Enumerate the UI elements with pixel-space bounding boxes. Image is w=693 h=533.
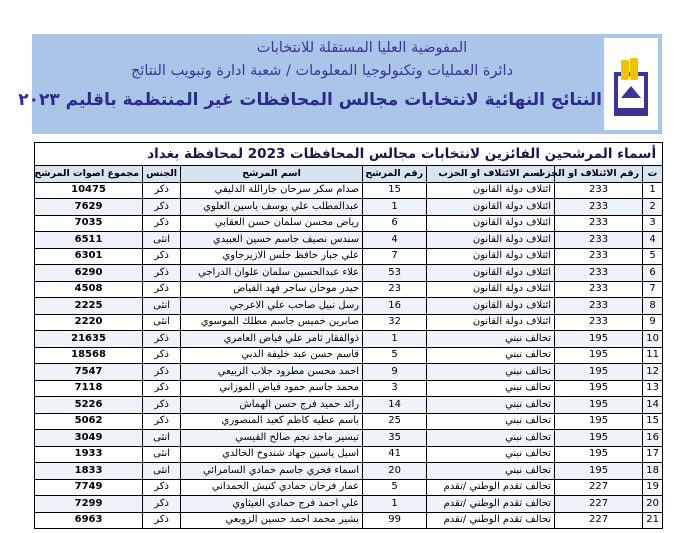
party-name: ائتلاف دولة القانون xyxy=(427,265,555,282)
candidate-name: رسل نبيل صاحب علي الاعرجي xyxy=(181,298,363,315)
candidate-sex: ذكر xyxy=(143,496,181,513)
row-number: 16 xyxy=(643,430,663,447)
table-row xyxy=(35,512,663,529)
commission-logo xyxy=(604,38,658,130)
party-name: ائتلاف دولة القانون xyxy=(427,215,555,232)
table-row xyxy=(35,298,663,315)
table-row xyxy=(35,331,663,348)
candidate-number: 53 xyxy=(363,265,427,282)
row-number: 18 xyxy=(643,463,663,480)
party-name: ائتلاف دولة القانون xyxy=(427,199,555,216)
candidate-number: 9 xyxy=(363,364,427,381)
table-row xyxy=(35,314,663,331)
candidate-votes: 7629 xyxy=(35,199,143,216)
row-number: 13 xyxy=(643,380,663,397)
party-name: ائتلاف دولة القانون xyxy=(427,281,555,298)
candidate-number: 23 xyxy=(363,281,427,298)
candidate-number: 14 xyxy=(363,397,427,414)
candidate-name: محمد جاسم حمود فياض الموزاني xyxy=(181,380,363,397)
party-name: تحالف نبني xyxy=(427,413,555,430)
candidate-votes: 7118 xyxy=(35,380,143,397)
table-row xyxy=(35,413,663,430)
candidate-sex: ذكر xyxy=(143,512,181,529)
candidate-votes: 6290 xyxy=(35,265,143,282)
party-code: 195 xyxy=(555,364,643,381)
candidate-number: 1 xyxy=(363,331,427,348)
party-code: 233 xyxy=(555,281,643,298)
candidate-number: 1 xyxy=(363,496,427,513)
party-name: ائتلاف دولة القانون xyxy=(427,248,555,265)
row-number: 6 xyxy=(643,265,663,282)
candidate-name: عبدالمطلب علي يوسف ياسين العلوي xyxy=(181,199,363,216)
col-header-cand-no: رقم المرشح xyxy=(363,166,427,183)
row-number: 5 xyxy=(643,248,663,265)
candidate-name: اسيل ياسين جهاد شندوخ الخالدي xyxy=(181,446,363,463)
table-title: أسماء المرشحين الفائزين لانتخابات مجالس المحافظات 2023 لمحافظة بغداد xyxy=(35,143,663,166)
candidate-number: 16 xyxy=(363,298,427,315)
party-code: 195 xyxy=(555,413,643,430)
candidate-number: 41 xyxy=(363,446,427,463)
header-results-title: النتائج النهائية لانتخابات مجالس المحافظات غير المنتظمة باقليم ٢٠٢٣ xyxy=(18,90,602,110)
table-row xyxy=(35,182,663,199)
candidate-number: 5 xyxy=(363,347,427,364)
table-row xyxy=(35,215,663,232)
row-number: 1 xyxy=(643,182,663,199)
candidate-sex: ذكر xyxy=(143,364,181,381)
candidate-name: رائد حميد فرج حسن الهماش xyxy=(181,397,363,414)
row-number: 8 xyxy=(643,298,663,315)
party-name: ائتلاف دولة القانون xyxy=(427,182,555,199)
table-body xyxy=(35,182,663,529)
candidate-sex: ذكر xyxy=(143,199,181,216)
table-row xyxy=(35,347,663,364)
party-code: 227 xyxy=(555,512,643,529)
candidate-votes: 10475 xyxy=(35,182,143,199)
winners-table xyxy=(34,142,662,529)
party-code: 195 xyxy=(555,331,643,348)
party-code: 195 xyxy=(555,463,643,480)
col-header-code: رقم الائتلاف او الحزب xyxy=(555,166,643,183)
row-number: 11 xyxy=(643,347,663,364)
candidate-votes: 6511 xyxy=(35,232,143,249)
candidate-name: اسماء فخري جاسم حمادي السامرائي xyxy=(181,463,363,480)
table-row xyxy=(35,265,663,282)
party-code: 227 xyxy=(555,479,643,496)
candidate-sex: ذكر xyxy=(143,397,181,414)
candidate-votes: 2220 xyxy=(35,314,143,331)
party-name: ائتلاف دولة القانون xyxy=(427,298,555,315)
party-name: تحالف نبني xyxy=(427,380,555,397)
candidate-sex: ذكر xyxy=(143,248,181,265)
row-number: 2 xyxy=(643,199,663,216)
candidate-number: 25 xyxy=(363,413,427,430)
candidate-number: 99 xyxy=(363,512,427,529)
party-name: ائتلاف دولة القانون xyxy=(427,314,555,331)
candidate-votes: 5226 xyxy=(35,397,143,414)
candidate-votes: 18568 xyxy=(35,347,143,364)
table-row xyxy=(35,479,663,496)
col-header-name: اسم المرشح xyxy=(181,166,363,183)
party-code: 227 xyxy=(555,496,643,513)
party-code: 233 xyxy=(555,314,643,331)
candidate-number: 32 xyxy=(363,314,427,331)
candidate-votes: 1833 xyxy=(35,463,143,480)
candidate-sex: ذكر xyxy=(143,265,181,282)
candidate-sex: ذكر xyxy=(143,413,181,430)
party-name: تحالف نبني xyxy=(427,463,555,480)
candidate-sex: ذكر xyxy=(143,215,181,232)
row-number: 20 xyxy=(643,496,663,513)
party-name: تحالف نبني xyxy=(427,446,555,463)
candidate-votes: 3049 xyxy=(35,430,143,447)
row-number: 9 xyxy=(643,314,663,331)
candidate-name: ذوالفقار ثامر علي فياض العامري xyxy=(181,331,363,348)
table-row xyxy=(35,430,663,447)
col-header-votes: مجموع اصوات المرشح xyxy=(35,166,143,183)
candidate-name: قاسم حسن عبد خليفة الدبي xyxy=(181,347,363,364)
row-number: 17 xyxy=(643,446,663,463)
candidate-number: 4 xyxy=(363,232,427,249)
candidate-votes: 7749 xyxy=(35,479,143,496)
party-name: ائتلاف دولة القانون xyxy=(427,232,555,249)
candidate-votes: 6301 xyxy=(35,248,143,265)
candidate-votes: 1933 xyxy=(35,446,143,463)
row-number: 21 xyxy=(643,512,663,529)
candidate-name: صدام سكر سرحان جاراللة الدليفي xyxy=(181,182,363,199)
party-code: 195 xyxy=(555,397,643,414)
candidate-number: 35 xyxy=(363,430,427,447)
party-name: تحالف نبني xyxy=(427,430,555,447)
table-row xyxy=(35,446,663,463)
candidate-sex: انثى xyxy=(143,232,181,249)
candidate-name: رياض محسن سلمان حسن العقابي xyxy=(181,215,363,232)
candidate-name: صابرين خميس جاسم مطلك الموسوي xyxy=(181,314,363,331)
party-code: 233 xyxy=(555,265,643,282)
table-row xyxy=(35,232,663,249)
col-header-num: ت xyxy=(643,166,663,183)
candidate-name: احمد محسن مطرود جلاب الربيعي xyxy=(181,364,363,381)
candidate-sex: انثى xyxy=(143,314,181,331)
party-name: تحالف نبني xyxy=(427,347,555,364)
candidate-number: 3 xyxy=(363,380,427,397)
party-name: تحالف تقدم الوطني /تقدم xyxy=(427,479,555,496)
candidate-number: 20 xyxy=(363,463,427,480)
candidate-sex: ذكر xyxy=(143,182,181,199)
party-code: 233 xyxy=(555,232,643,249)
party-code: 233 xyxy=(555,298,643,315)
candidate-name: سندس نصيف جاسم حسين العبيدي xyxy=(181,232,363,249)
party-code: 195 xyxy=(555,446,643,463)
candidate-number: 1 xyxy=(363,199,427,216)
candidate-name: باسم عطيه كاظم كعيد المنصوري xyxy=(181,413,363,430)
candidate-votes: 21635 xyxy=(35,331,143,348)
row-number: 14 xyxy=(643,397,663,414)
party-name: تحالف نبني xyxy=(427,397,555,414)
party-name: تحالف نبني xyxy=(427,331,555,348)
candidate-sex: انثى xyxy=(143,463,181,480)
table-row xyxy=(35,397,663,414)
table-row xyxy=(35,380,663,397)
row-number: 15 xyxy=(643,413,663,430)
candidate-sex: انثى xyxy=(143,446,181,463)
candidate-name: علي احمد فرج حمادي العيثاوي xyxy=(181,496,363,513)
row-number: 7 xyxy=(643,281,663,298)
row-number: 19 xyxy=(643,479,663,496)
col-header-sex: الجنس xyxy=(143,166,181,183)
table-row xyxy=(35,463,663,480)
row-number: 4 xyxy=(643,232,663,249)
candidate-votes: 6963 xyxy=(35,512,143,529)
header-commission-name: المفوضية العليا المستقلة للانتخابات xyxy=(256,40,468,56)
candidate-number: 15 xyxy=(363,182,427,199)
header-department: دائرة العمليات وتكنولوجيا المعلومات / شعبة ادارة وتبويب النتائج xyxy=(130,63,514,79)
candidate-name: حيدر موحان ساجر فهد الفياض xyxy=(181,281,363,298)
header-banner xyxy=(18,34,662,134)
party-name: تحالف نبني xyxy=(427,364,555,381)
party-name: تحالف تقدم الوطني /تقدم xyxy=(427,496,555,513)
candidate-sex: انثى xyxy=(143,298,181,315)
candidate-name: عمار فرحان حمادي كنيش الحمداني xyxy=(181,479,363,496)
table-row xyxy=(35,364,663,381)
candidate-votes: 7035 xyxy=(35,215,143,232)
candidate-sex: ذكر xyxy=(143,479,181,496)
row-number: 12 xyxy=(643,364,663,381)
party-code: 233 xyxy=(555,182,643,199)
party-code: 195 xyxy=(555,347,643,364)
table-row xyxy=(35,199,663,216)
candidate-number: 6 xyxy=(363,215,427,232)
party-code: 195 xyxy=(555,380,643,397)
candidate-name: علي جبار حافظ جلس الازيرجاوي xyxy=(181,248,363,265)
candidate-sex: انثى xyxy=(143,430,181,447)
party-code: 233 xyxy=(555,248,643,265)
candidate-votes: 7299 xyxy=(35,496,143,513)
table-row xyxy=(35,496,663,513)
candidate-votes: 5062 xyxy=(35,413,143,430)
candidate-sex: ذكر xyxy=(143,380,181,397)
party-code: 233 xyxy=(555,215,643,232)
candidate-name: تيسير ماجد نجم صالح القيسي xyxy=(181,430,363,447)
col-header-party: اسم الائتلاف او الحزب xyxy=(427,166,555,183)
candidate-votes: 4508 xyxy=(35,281,143,298)
row-number: 10 xyxy=(643,331,663,348)
party-name: تحالف تقدم الوطني /تقدم xyxy=(427,512,555,529)
candidate-name: علاء عبدالحسين سلمان علوان الدراجي xyxy=(181,265,363,282)
candidate-number: 5 xyxy=(363,479,427,496)
party-code: 233 xyxy=(555,199,643,216)
candidate-votes: 2225 xyxy=(35,298,143,315)
table-row xyxy=(35,281,663,298)
candidate-name: بشير محمد احمد حسين الزوبعي xyxy=(181,512,363,529)
candidate-votes: 7547 xyxy=(35,364,143,381)
party-code: 195 xyxy=(555,430,643,447)
candidate-sex: ذكر xyxy=(143,347,181,364)
row-number: 3 xyxy=(643,215,663,232)
candidate-sex: ذكر xyxy=(143,281,181,298)
candidate-number: 7 xyxy=(363,248,427,265)
table-row xyxy=(35,248,663,265)
candidate-sex: ذكر xyxy=(143,331,181,348)
